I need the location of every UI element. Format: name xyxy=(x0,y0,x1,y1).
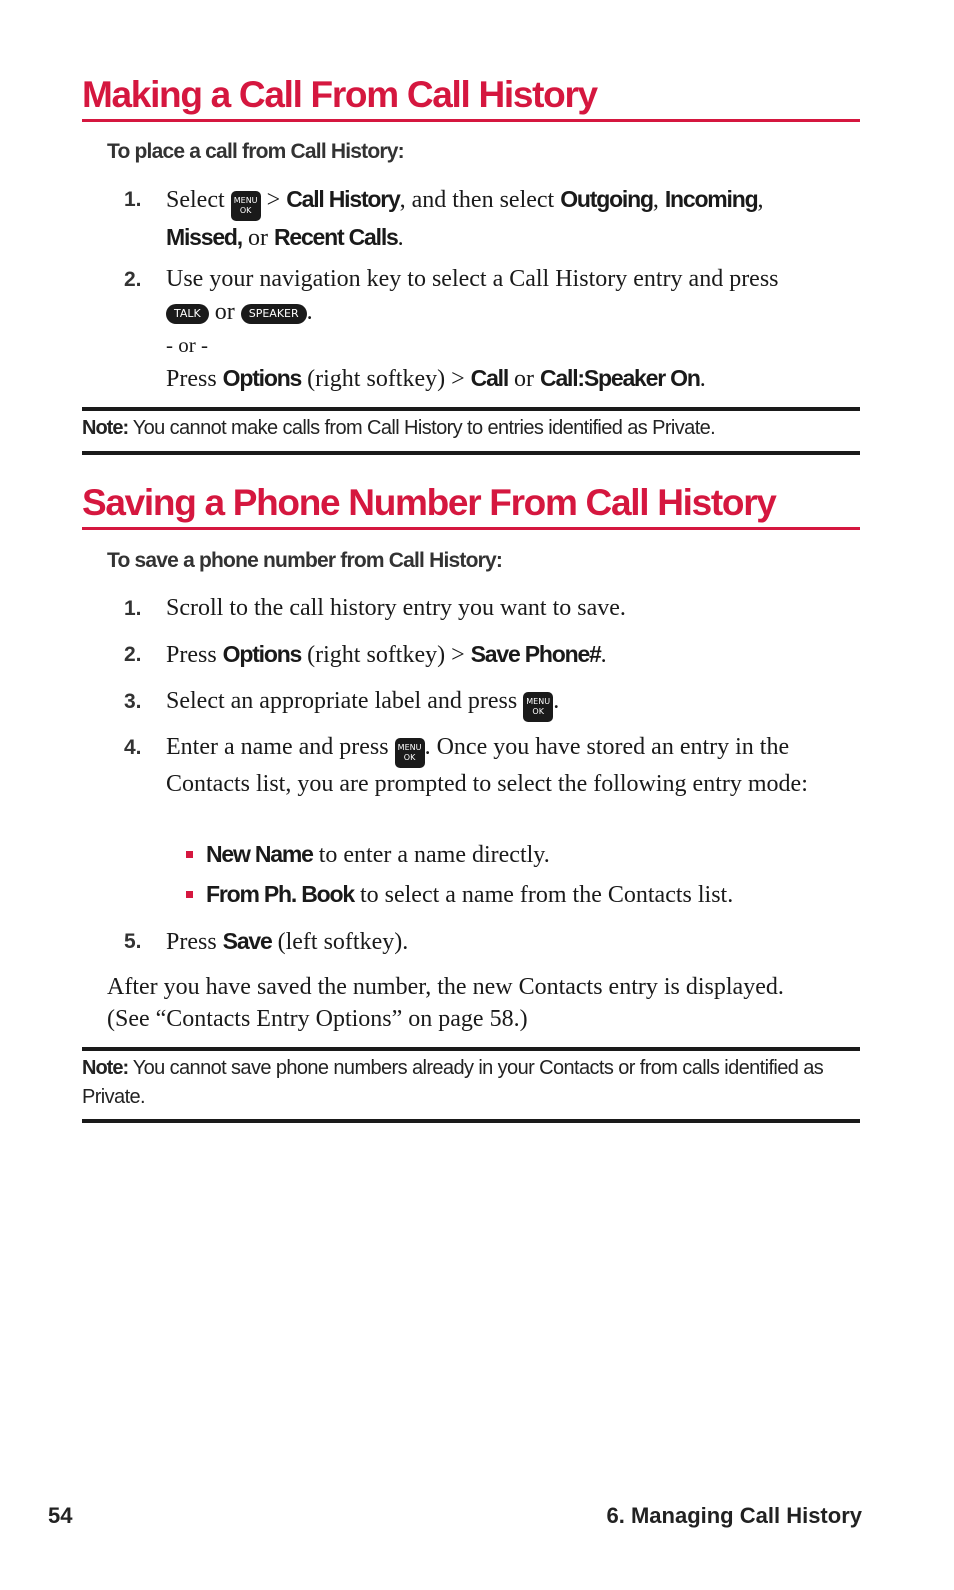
step-number: 1. xyxy=(124,188,142,211)
call-label: Call xyxy=(470,365,509,391)
subheading-place-call: To place a call from Call History: xyxy=(107,140,404,163)
options-label: Options xyxy=(222,365,302,391)
step-1: 1. Select MENU OK > Call History, and then select Outgoing, Incoming, Missed, or Recent Calls. xyxy=(124,183,860,255)
call-history-label: Call History xyxy=(286,186,400,212)
menu-ok-key-icon: MENU OK xyxy=(231,191,261,221)
missed-label: Missed, xyxy=(166,224,242,250)
options-label: Options xyxy=(222,641,302,667)
chapter-title: 6. Managing Call History xyxy=(606,1503,862,1528)
bullet-from-phone-book: From Ph. Book to select a name from the Contacts list. xyxy=(186,878,733,912)
subheading-save-number: To save a phone number from Call History: xyxy=(107,549,503,572)
step-number: 4. xyxy=(124,736,142,759)
menu-ok-key-icon: MENU OK xyxy=(523,692,553,722)
step-number: 3. xyxy=(124,690,142,713)
bullet-new-name: New Name to enter a name directly. xyxy=(186,838,550,872)
heading-rule xyxy=(82,527,860,530)
step-number: 1. xyxy=(124,597,142,620)
call-speaker-on-label: Call:Speaker On xyxy=(540,365,700,391)
note-rule-top xyxy=(82,1047,860,1051)
note-label: Note: xyxy=(82,1057,129,1079)
step-3: 3. Select an appropriate label and press MENU OK . xyxy=(124,685,860,722)
recent-calls-label: Recent Calls xyxy=(273,224,398,250)
step-number: 5. xyxy=(124,930,142,953)
step-4: 4. Enter a name and press MENU OK . Once you have stored an entry in the Contacts list, you are prompted to select the following entry mode: xyxy=(124,731,860,801)
page-number: 54 xyxy=(48,1503,73,1528)
note-rule-bottom xyxy=(82,1119,860,1123)
step-number: 2. xyxy=(124,643,142,666)
step-5: 5. Press Save (left softkey). xyxy=(124,925,860,959)
speaker-key-icon: SPEAKER xyxy=(241,304,307,324)
incoming-label: Incoming xyxy=(664,186,758,212)
bullet-square-icon xyxy=(186,851,193,858)
note-label: Note: xyxy=(82,417,129,439)
bullet-square-icon xyxy=(186,891,193,898)
step-number: 2. xyxy=(124,268,142,291)
after-save-paragraph: After you have saved the number, the new Contacts entry is displayed. (See “Contacts Entry Options” on page 58.) xyxy=(107,974,784,1032)
note-private-numbers: Note: You cannot save phone numbers already in your Contacts or from calls identified as Private. xyxy=(82,1057,824,1108)
note-rule-bottom xyxy=(82,451,860,455)
section-heading-making-call: Making a Call From Call History xyxy=(82,74,597,115)
note-rule-top xyxy=(82,407,860,411)
save-label: Save xyxy=(222,928,272,954)
from-ph-book-label: From Ph. Book xyxy=(206,881,354,907)
new-name-label: New Name xyxy=(206,841,313,867)
section-heading-saving-number: Saving a Phone Number From Call History xyxy=(82,482,776,523)
step-2: 2. Press Options (right softkey) > Save Phone#. xyxy=(124,638,860,672)
step-2: 2. Use your navigation key to select a Call History entry and press TALK or SPEAKER . - or - Press Options (right softkey) > Call or Call:Speaker On. xyxy=(124,263,860,396)
outgoing-label: Outgoing xyxy=(560,186,653,212)
note-private-calls: Note: You cannot make calls from Call History to entries identified as Private. xyxy=(82,417,716,439)
menu-ok-key-icon: MENU OK xyxy=(395,738,425,768)
step-1: 1. Scroll to the call history entry you want to save. xyxy=(124,592,860,625)
save-phone-label: Save Phone# xyxy=(470,641,601,667)
talk-key-icon: TALK xyxy=(166,304,209,324)
heading-rule xyxy=(82,119,860,122)
or-separator: - or - xyxy=(166,333,208,357)
